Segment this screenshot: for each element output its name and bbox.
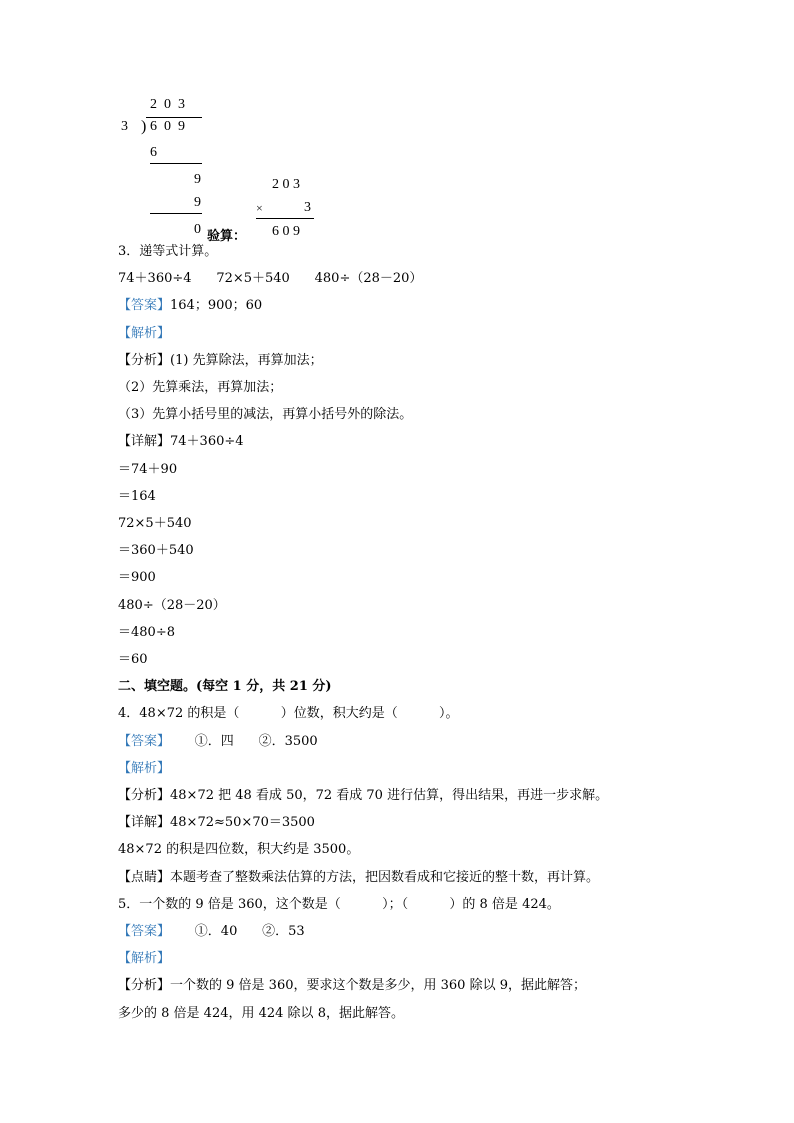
step-line-1 bbox=[150, 163, 202, 164]
line-text: 164；900；60 bbox=[170, 298, 263, 314]
line-text: (1) 先算除法，再算加法； bbox=[170, 352, 323, 368]
step-1: 6 bbox=[150, 145, 157, 160]
line-text: 48×72 的积是四位数，积大约是 3500。 bbox=[118, 842, 360, 858]
line-text: 48×72≈50×70＝3500 bbox=[170, 815, 315, 831]
text-line bbox=[118, 515, 192, 533]
line-text: ＝74＋90 bbox=[118, 461, 178, 477]
text-line bbox=[118, 814, 315, 832]
text-line bbox=[118, 1005, 404, 1023]
line-text: 72×5＋540 bbox=[118, 516, 192, 531]
section-label: 【分析】 bbox=[118, 352, 171, 368]
line-text: 本题考查了整数乘法估算的方法，把因数看成和它接近的整十数，再计算。 bbox=[170, 869, 600, 885]
text-line bbox=[118, 542, 194, 560]
line-text: ①．40 ②．53 bbox=[170, 924, 305, 939]
line-text: ＝360＋540 bbox=[118, 543, 194, 559]
division-bar bbox=[146, 117, 202, 118]
section-label: 【解析】 bbox=[118, 760, 171, 776]
section-label: 【答案】 bbox=[118, 733, 171, 749]
text-line bbox=[118, 488, 156, 506]
line-text: （2）先算乘法，再算加法； bbox=[118, 380, 283, 395]
step-3: 9 bbox=[194, 195, 201, 210]
dividend: 6 0 9 bbox=[150, 119, 185, 134]
divisor: 3 bbox=[121, 119, 128, 134]
check-label: 验算： bbox=[207, 229, 247, 244]
check-multiplier: 3 bbox=[304, 200, 311, 215]
step-2: 9 bbox=[194, 172, 201, 187]
step-line-2 bbox=[150, 213, 202, 214]
section-label: 【点睛】 bbox=[118, 869, 171, 885]
section-label: 【答案】 bbox=[118, 924, 171, 939]
text-line bbox=[118, 433, 244, 451]
text-line bbox=[118, 950, 170, 968]
text-line bbox=[118, 297, 262, 315]
line-text: ＝60 bbox=[118, 652, 148, 667]
line-text: 480÷（28－20） bbox=[118, 597, 226, 613]
check-result: 6 0 9 bbox=[272, 224, 300, 239]
line-text: ＝164 bbox=[118, 488, 156, 504]
line-text: ＝900 bbox=[118, 570, 156, 586]
line-text: 一个数的 9 倍是 360，要求这个数是多少，用 360 除以 9，据此解答； bbox=[170, 978, 586, 994]
text-line bbox=[118, 569, 156, 587]
text-line bbox=[118, 733, 318, 751]
text-line bbox=[118, 787, 608, 805]
text-line bbox=[118, 406, 412, 424]
text-line bbox=[118, 923, 305, 941]
text-line bbox=[118, 869, 599, 887]
text-line bbox=[118, 270, 422, 288]
line-text: 3．递等式计算。 bbox=[118, 244, 218, 259]
section-label: 【详解】 bbox=[118, 815, 171, 831]
line-text: 74＋360÷4 72×5＋540 480÷（28－20） bbox=[118, 271, 423, 287]
text-line bbox=[118, 461, 177, 479]
section-label: 【详解】 bbox=[118, 434, 171, 450]
line-text: 二、填空题。(每空 1 分，共 21 分) bbox=[118, 679, 332, 695]
check-line bbox=[256, 218, 314, 219]
line-text: ①．四 ②．3500 bbox=[170, 733, 318, 749]
section-label: 【分析】 bbox=[118, 978, 171, 994]
text-line bbox=[118, 352, 323, 370]
line-text: 5．一个数的 9 倍是 360，这个数是（ ）；（ ）的 8 倍是 424。 bbox=[118, 896, 560, 912]
line-text: （3）先算小括号里的减法，再算小括号外的除法。 bbox=[118, 407, 413, 423]
quotient: 2 0 3 bbox=[150, 97, 185, 112]
text-line bbox=[118, 243, 217, 261]
text-line bbox=[118, 678, 332, 696]
line-text: 4．48×72 的积是（ ）位数，积大约是（ ）。 bbox=[118, 706, 459, 722]
line-text: 48×72 把 48 看成 50，72 看成 70 进行估算，得出结果，再进一步求解。 bbox=[170, 788, 609, 803]
text-line bbox=[118, 841, 359, 859]
check-top: 2 0 3 bbox=[272, 177, 300, 192]
times-sign: × bbox=[256, 201, 263, 215]
text-line bbox=[118, 651, 148, 669]
text-line bbox=[118, 624, 175, 642]
division-bracket: ) bbox=[141, 118, 147, 135]
section-label: 【解析】 bbox=[118, 951, 171, 967]
line-text: ＝480÷8 bbox=[118, 624, 175, 640]
text-line bbox=[118, 379, 282, 397]
text-line bbox=[118, 597, 226, 615]
text-line bbox=[118, 977, 586, 995]
line-text: 74＋360÷4 bbox=[170, 434, 244, 450]
section-label: 【答案】 bbox=[118, 298, 171, 314]
remainder: 0 bbox=[194, 222, 201, 237]
text-line bbox=[118, 325, 170, 343]
section-label: 【解析】 bbox=[118, 325, 171, 341]
section-label: 【分析】 bbox=[118, 788, 171, 803]
text-line bbox=[118, 896, 560, 914]
line-text: 多少的 8 倍是 424，用 424 除以 8，据此解答。 bbox=[118, 1005, 404, 1021]
text-line bbox=[118, 760, 170, 778]
text-line bbox=[118, 705, 459, 723]
